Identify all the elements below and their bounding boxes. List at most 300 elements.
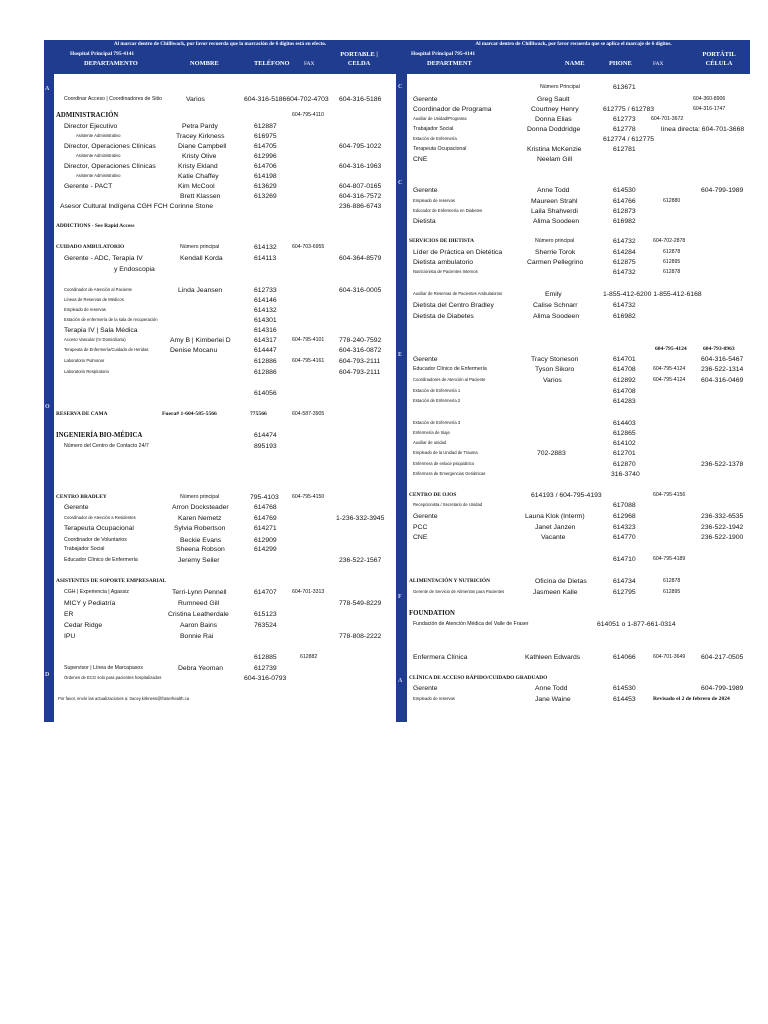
right-header [397, 40, 750, 74]
directory-cell: Petra Pardy [182, 123, 218, 130]
directory-cell: 612878 [663, 578, 681, 584]
directory-cell: 236-522-1942 [701, 524, 744, 531]
directory-row [407, 471, 750, 482]
directory-cell: 614284 [613, 249, 636, 256]
directory-row [54, 255, 396, 266]
directory-cell: 614708 [613, 388, 636, 395]
directory-cell: 612878 [663, 269, 681, 275]
directory-cell: y Endoscopia [114, 266, 155, 273]
left-column [44, 40, 397, 722]
directory-cell: 614056 [254, 390, 277, 397]
directory-cell: 616982 [613, 313, 636, 320]
directory-cell: Laila Shahverdi [531, 208, 578, 215]
directory-cell: Rumneed Gill [178, 600, 220, 607]
directory-cell: Dietista del Centro Bradley [413, 302, 494, 309]
directory-cell: Fuera# 1-604-585-5566 [162, 411, 217, 417]
directory-cell: CLÍNICA DE ACCESO RÁPIDO/CUIDADO GRADUADO [409, 675, 548, 681]
directory-cell: ADDICTIONS - See Rapid Access [56, 223, 135, 229]
directory-cell: 612996 [254, 153, 277, 160]
directory-cell: 236-886-6743 [339, 203, 382, 210]
col-header-name-en: NAME [565, 60, 585, 67]
directory-cell: 778-240-7592 [339, 337, 382, 344]
directory-cell: Educador Clínico de Enfermería [413, 366, 487, 372]
left-edge-bar [44, 74, 54, 722]
directory-cell: 614707 [254, 589, 277, 596]
directory-cell: 614530 [613, 187, 636, 194]
directory-row [407, 156, 750, 167]
directory-cell: Coordinadores de Atención al Paciente [413, 377, 486, 382]
directory-cell: Empleado de la Unidad de Trauma [413, 450, 478, 455]
directory-cell: 612909 [254, 537, 277, 544]
directory-cell: 604-799-1989 [701, 187, 744, 194]
section-letter: A [398, 678, 403, 684]
hospital-main-right: Hospital Principal 795-4141 [411, 51, 476, 57]
directory-cell: Estación de enfermería de la sala de recuperación [64, 317, 158, 322]
directory-cell: Gerente de Servicio de Alimentos para Pacientes [413, 589, 505, 594]
directory-cell: Diane Campbell [178, 143, 227, 150]
directory-cell: 604-360-8906 [693, 96, 726, 102]
directory-cell: 604-795-4124 [653, 377, 686, 383]
directory-cell: 614301 [254, 317, 277, 324]
col-header-portable-1: PORTABLE | [340, 51, 378, 58]
directory-row [407, 269, 750, 280]
directory-cell: Gerente [413, 356, 438, 363]
directory-cell: Gerente [413, 96, 438, 103]
directory-cell: Brett Klassen [180, 193, 221, 200]
directory-cell: 612878 [663, 249, 681, 255]
directory-cell: Alima Soodeen [533, 313, 580, 320]
directory-cell: Enfermera Clínica [413, 654, 468, 661]
directory-cell: 612778 [613, 126, 636, 133]
dialing-notice-left: Al marcar dentro de Chilliwack, por favor recuerda que la marcación de 6 dígitos está en efecto. [113, 41, 327, 47]
directory-cell: Kendall Korda [180, 255, 223, 262]
directory-cell: Terapeuta Ocupacional [413, 146, 467, 152]
directory-cell: 604-701-3313 [292, 589, 325, 595]
directory-row [54, 223, 396, 234]
directory-row [407, 291, 750, 302]
section-letter: A [45, 86, 50, 92]
directory-cell: Maureen Strahl [531, 198, 578, 205]
directory-cell: 614705 [254, 143, 277, 150]
directory-cell: 612781 [613, 146, 636, 153]
directory-cell: Líder de Práctica en Dietética [413, 249, 503, 256]
directory-cell: Tracey Kirkness [176, 133, 225, 140]
directory-row [54, 600, 396, 611]
directory-cell: Educador Clínico de Enfermería [64, 557, 138, 563]
directory-cell: Gerente [413, 685, 438, 692]
directory-cell: 614051 o 1-877-661-0314 [597, 621, 676, 628]
directory-cell: 604-793-2111 [339, 369, 381, 376]
directory-cell: 604-795-4156 [653, 492, 686, 498]
directory-cell: Jeremy Seiler [178, 557, 220, 564]
directory-cell: Terapeuta Ocupacional [64, 525, 134, 532]
directory-cell: 614770 [613, 534, 636, 541]
directory-cell: 614766 [613, 198, 636, 205]
directory-cell: Estación de Enfermería [413, 136, 457, 141]
directory-cell: Gerente - PACT [64, 183, 113, 190]
directory-row [54, 546, 396, 557]
section-letter: C [398, 84, 403, 90]
directory-cell: 612886 [254, 369, 277, 376]
directory-cell: 1-855-412-6200 1-855-412-6168 [603, 291, 702, 298]
directory-cell: 612774 / 612775 [603, 136, 655, 143]
directory-cell: Estación de Enfermería 1 [413, 388, 461, 393]
directory-cell: 616975 [254, 133, 277, 140]
directory-cell: 612739 [254, 665, 277, 672]
directory-cell: Debra Yeoman [178, 665, 223, 672]
directory-cell: 604-795-4150 [292, 494, 325, 500]
directory-cell: Dietista de Diabetes [413, 313, 474, 320]
section-letter: E [398, 352, 403, 358]
directory-row [54, 557, 396, 568]
directory-cell: 604-701-3672 [651, 116, 684, 122]
directory-cell: 604-587-3905 [292, 411, 325, 417]
directory-cell: 604-316-0793 [244, 675, 287, 682]
directory-cell: Calise Schnarr [533, 302, 578, 309]
directory-cell: 612886 [254, 358, 277, 365]
directory-cell: 614316 [254, 327, 277, 334]
directory-cell: 613269 [254, 193, 277, 200]
directory-cell: Kristy Olive [182, 153, 217, 160]
directory-row [54, 675, 396, 686]
directory-cell: 614769 [254, 515, 277, 522]
directory-cell: 614102 [613, 440, 636, 447]
directory-cell: Coordinar Acceso | Coordinadores de Sitio [64, 96, 162, 102]
directory-cell: 614403 [613, 420, 636, 427]
directory-row [407, 696, 750, 707]
directory-cell: Laboratorio Pulmonar [64, 358, 105, 363]
directory-cell: 614283 [613, 398, 636, 405]
directory-cell: Donna Elias [535, 116, 572, 123]
directory-cell: Empleado de reservas [413, 198, 455, 203]
directory-row [407, 578, 750, 589]
directory-cell: 236-522-1567 [339, 557, 382, 564]
directory-row [54, 622, 396, 633]
directory-cell: Líneas de Reservas de Médicos [64, 297, 124, 302]
directory-cell: 614732 [613, 269, 636, 276]
directory-cell: Enfermería de triaje [413, 430, 450, 435]
directory-cell: ALIMENTACIÓN Y NUTRICIÓN [409, 578, 490, 584]
directory-page [44, 40, 754, 722]
directory-cell: 236-522-1900 [701, 534, 744, 541]
section-letter: C [398, 180, 403, 186]
section-letter: D [45, 672, 50, 678]
directory-row [407, 610, 750, 621]
directory-cell: Karen Nemetz [178, 515, 222, 522]
section-letter: O [45, 404, 50, 410]
directory-cell: Coordinador de Atención al Paciente [64, 287, 132, 292]
directory-cell: Auxiliar de unidad [413, 440, 447, 445]
directory-cell: 613671 [613, 84, 636, 91]
directory-cell: MICY y Pediatría [64, 600, 116, 607]
directory-row [407, 450, 750, 461]
directory-cell: Coordinador de Atención a Residentes [64, 515, 136, 520]
directory-cell: CENTRO DE OJOS [409, 492, 457, 498]
directory-cell: Donna Doddridge [527, 126, 581, 133]
directory-cell: 604-795-4110 [292, 112, 324, 118]
directory-cell: 604-316-0469 [701, 377, 744, 384]
directory-row [407, 685, 750, 696]
directory-cell: 612892 [613, 377, 636, 384]
directory-cell: Arron Docksteader [172, 504, 229, 511]
directory-cell: 612773 [613, 116, 636, 123]
directory-cell: 604-703-6955 [292, 244, 325, 250]
directory-cell: Empleado de reservas [413, 696, 455, 701]
directory-cell: Kim McCool [178, 183, 215, 190]
directory-row [407, 313, 750, 324]
dialing-notice-right: Al marcar dentro de Chilliwack, por favor recuerda que se aplica el marcaje de 6 dígitos. [475, 41, 672, 47]
directory-cell: Coordinador de Programa [413, 106, 492, 113]
directory-cell: Director Ejecutivo [64, 123, 118, 130]
directory-row [54, 266, 396, 277]
directory-cell: 612701 [613, 450, 636, 457]
directory-cell: 604-793-2111 [339, 358, 381, 365]
col-header-name: NOMBRE [190, 60, 219, 67]
directory-cell: 604-807-0165 [339, 183, 382, 190]
directory-cell: 612880 [663, 198, 681, 204]
directory-cell: 614132 [254, 307, 277, 314]
directory-cell: 612895 [663, 589, 681, 595]
directory-cell: Terapia IV | Sala Médica [64, 327, 138, 334]
directory-cell: Tracy Stoneson [531, 356, 579, 363]
directory-cell: 604-799-1989 [701, 685, 744, 692]
directory-cell: ER [64, 611, 74, 618]
directory-cell: 604-316-7572 [339, 193, 382, 200]
directory-cell: 604-316-5186 [339, 96, 382, 103]
directory-cell: Empleado de reservas [64, 307, 106, 312]
directory-cell: Asistente Administrativo [76, 153, 121, 158]
directory-row [54, 696, 396, 707]
directory-cell: Gerente [413, 513, 438, 520]
directory-row [54, 411, 396, 422]
directory-cell: 604-316-5186604-702-4703 [244, 96, 329, 103]
directory-row [54, 611, 396, 622]
directory-cell: Director, Operaciones Clínicas [64, 163, 156, 170]
directory-cell: Laboratorio Respiratorio [64, 369, 109, 374]
directory-cell: 614299 [254, 546, 277, 553]
directory-cell: Asesor Cultural Indígena CGH FCH Corinne Stone [60, 203, 213, 210]
directory-cell: Director, Operaciones Clínicas [64, 143, 156, 150]
directory-cell: CGH | Experiencia | Agassiz [64, 589, 129, 595]
directory-cell: 795-4103 [250, 494, 279, 501]
directory-row [407, 84, 750, 95]
directory-cell: 614710 [613, 556, 636, 563]
directory-cell: Aaron Bains [180, 622, 218, 629]
directory-cell: Sylvia Robertson [174, 525, 226, 532]
directory-cell: Tyson Sikoro [535, 366, 575, 373]
directory-cell: Greg Sault [537, 96, 570, 103]
left-header [44, 40, 396, 74]
directory-cell: Sherrie Torok [535, 249, 576, 256]
directory-cell: Alima Soodeen [533, 218, 580, 225]
directory-cell: 614271 [254, 525, 277, 532]
directory-cell: IPU [64, 633, 76, 640]
directory-cell: Bonnie Rai [180, 633, 214, 640]
directory-cell: 615123 [254, 611, 277, 618]
directory-row [54, 525, 396, 536]
directory-row [54, 654, 396, 665]
directory-cell: Auxiliar de Unidad/Programa [413, 116, 467, 121]
directory-cell: 614706 [254, 163, 277, 170]
directory-cell: 614317 [254, 337, 277, 344]
directory-cell: Launa Klok (Interm) [525, 513, 585, 520]
directory-row [54, 358, 396, 369]
directory-cell: 604-316-0005 [339, 287, 382, 294]
directory-cell: Número Principal [540, 84, 580, 90]
directory-cell: 614474 [254, 432, 277, 439]
directory-cell: Asistente Administrativo [76, 173, 121, 178]
directory-cell: 614701 [613, 356, 636, 363]
directory-cell: Estación de Enfermería 2 [413, 398, 461, 403]
directory-cell: Linda Jeansen [178, 287, 223, 294]
directory-cell: 614734 [613, 578, 636, 585]
directory-cell: Estación de Enfermería 3 [413, 420, 461, 425]
directory-cell: Supervisor | Línea de Marcapasos [64, 665, 143, 671]
directory-cell: 613629 [254, 183, 277, 190]
directory-cell: RESERVA DE CAMA [56, 411, 108, 417]
directory-cell: Kristina McKenzie [527, 146, 582, 153]
directory-cell: 895193 [254, 443, 277, 450]
directory-row [54, 203, 396, 214]
directory-cell: Enfermera de enlace psiquiátrico [413, 461, 475, 466]
directory-row [407, 654, 750, 665]
directory-cell: Carmen Pellegrino [527, 259, 584, 266]
directory-cell: 604-316-1963 [339, 163, 382, 170]
directory-cell: 604-795-4101 [292, 337, 325, 343]
directory-cell: Número principal [180, 244, 220, 250]
directory-row [407, 238, 750, 249]
directory-cell: 614113 [254, 255, 277, 262]
directory-cell: CNE [413, 156, 428, 163]
directory-row [407, 398, 750, 409]
col-header-portatil [693, 50, 745, 68]
directory-cell: 604-702-2878 [653, 238, 686, 244]
directory-cell: 604-795-4161 [292, 358, 325, 364]
directory-cell: 614732 [613, 302, 636, 309]
directory-row [54, 443, 396, 454]
directory-cell: Beckie Evans [180, 537, 222, 544]
directory-cell: 604-316-5467 [701, 356, 744, 363]
directory-cell: Courtney Henry [531, 106, 579, 113]
directory-cell: Asistente Administrativo [76, 133, 121, 138]
directory-cell: 614768 [254, 504, 277, 511]
directory-cell: 612882 [300, 654, 318, 660]
directory-cell: 612885 [254, 654, 277, 661]
col-header-portatil-2: CÉLULA [705, 60, 733, 67]
directory-cell: Recepcionista / Secretario de Unidad [413, 502, 483, 507]
directory-cell: Amy B | Kimberlei D [170, 337, 231, 344]
directory-cell: CUIDADO AMBULATORIO [56, 244, 125, 250]
directory-cell: Acceso Vascular (IV Domiciliaria) [64, 337, 126, 342]
directory-cell: 763524 [254, 622, 277, 629]
directory-row [54, 504, 396, 515]
directory-cell: Sheena Robson [176, 546, 225, 553]
directory-row [407, 302, 750, 313]
directory-cell: 614447 [254, 347, 277, 354]
directory-row [407, 187, 750, 198]
directory-cell: 612795 [613, 589, 636, 596]
directory-cell: 612887 [254, 123, 277, 130]
directory-cell: Vacante [541, 534, 566, 541]
col-header-fax-en: FAX [653, 61, 664, 67]
directory-cell: ASISTENTES DE SOPORTE EMPRESARIAL [56, 578, 167, 584]
directory-cell: línea directa: 604-701-3668 [661, 126, 745, 133]
directory-cell: Número del Centro de Contacto 24/7 [64, 443, 149, 449]
directory-cell: Coordinador de Voluntarios [64, 537, 127, 543]
directory-cell: Gerente - ADC, Terapia IV [64, 255, 143, 262]
directory-cell: Terri-Lynn Pennell [172, 589, 227, 596]
hospital-main-left: Hospital Principal 795-4141 [70, 51, 135, 57]
directory-cell: 617088 [613, 502, 636, 509]
directory-cell: 612865 [613, 430, 636, 437]
directory-cell: 778-808-2222 [339, 633, 382, 640]
directory-cell: Varios [543, 377, 562, 384]
directory-cell: Anne Todd [535, 685, 568, 692]
directory-cell: 614146 [254, 297, 277, 304]
right-rows [407, 74, 750, 722]
directory-cell: Neelam Gill [537, 156, 573, 163]
directory-cell: Número principal [180, 494, 220, 500]
directory-cell: Anne Todd [537, 187, 570, 194]
directory-cell: 604-795-4124 [655, 346, 687, 352]
col-header-portable-2: CELDA [347, 60, 371, 67]
directory-cell: 612875 [613, 259, 636, 266]
directory-row [54, 578, 396, 589]
directory-cell: 604-316-0872 [339, 347, 382, 354]
directory-cell: CNE [413, 534, 428, 541]
directory-cell: Denise Mocanu [170, 347, 218, 354]
directory-cell: 604-364-8579 [339, 255, 382, 262]
directory-cell: 614066 [613, 654, 636, 661]
directory-cell: INGENIERÍA BIO-MÉDICA [56, 432, 143, 439]
directory-cell: Terapeuta de Enfermería/Cuidado de Heridas [64, 347, 149, 352]
directory-cell: Varios [186, 96, 205, 103]
directory-cell: Educador de Enfermería en Diabetes [413, 208, 483, 213]
directory-cell: 604-701-3649 [653, 654, 686, 660]
directory-cell: Janet Janzen [535, 524, 576, 531]
directory-row [54, 244, 396, 255]
directory-row [54, 369, 396, 380]
directory-cell: 612895 [663, 259, 681, 265]
directory-cell: 614708 [613, 366, 636, 373]
directory-cell: Fundación de Atención Médica del Valle de Fraser [413, 621, 529, 627]
directory-cell: 614132 [254, 244, 277, 251]
directory-cell: Enfermera de Emergencias Geriátricas [413, 471, 486, 476]
directory-cell: 604-795-1022 [339, 143, 382, 150]
directory-row [54, 112, 396, 123]
directory-cell: 604-217-0505 [701, 654, 744, 661]
directory-cell: CENTRO BRADLEY [56, 494, 107, 500]
directory-cell: Número principal [535, 238, 575, 244]
directory-cell: Cristina Leatherdale [168, 611, 229, 618]
col-header-phone: TELÉFONO [254, 60, 290, 67]
directory-cell: Katie Chaffey [178, 173, 219, 180]
left-rows [54, 74, 396, 722]
directory-cell: Revisado el 2 de febrero de 2024 [653, 696, 730, 702]
directory-row [407, 534, 750, 545]
directory-cell: Kristy Ekland [178, 163, 218, 170]
directory-cell: SERVICIOS DE DIETISTA [409, 238, 475, 244]
directory-row [407, 366, 750, 377]
directory-row [407, 621, 750, 632]
directory-cell: Trabajador Social [64, 546, 105, 552]
directory-cell: 236-332-6535 [701, 513, 744, 520]
directory-row [54, 347, 396, 358]
directory-cell: 616982 [613, 218, 636, 225]
directory-cell: 614530 [613, 685, 636, 692]
section-letter: F [398, 594, 402, 600]
directory-cell: Auxiliar de Reservas de Pacientes Ambulatorios [413, 291, 503, 296]
